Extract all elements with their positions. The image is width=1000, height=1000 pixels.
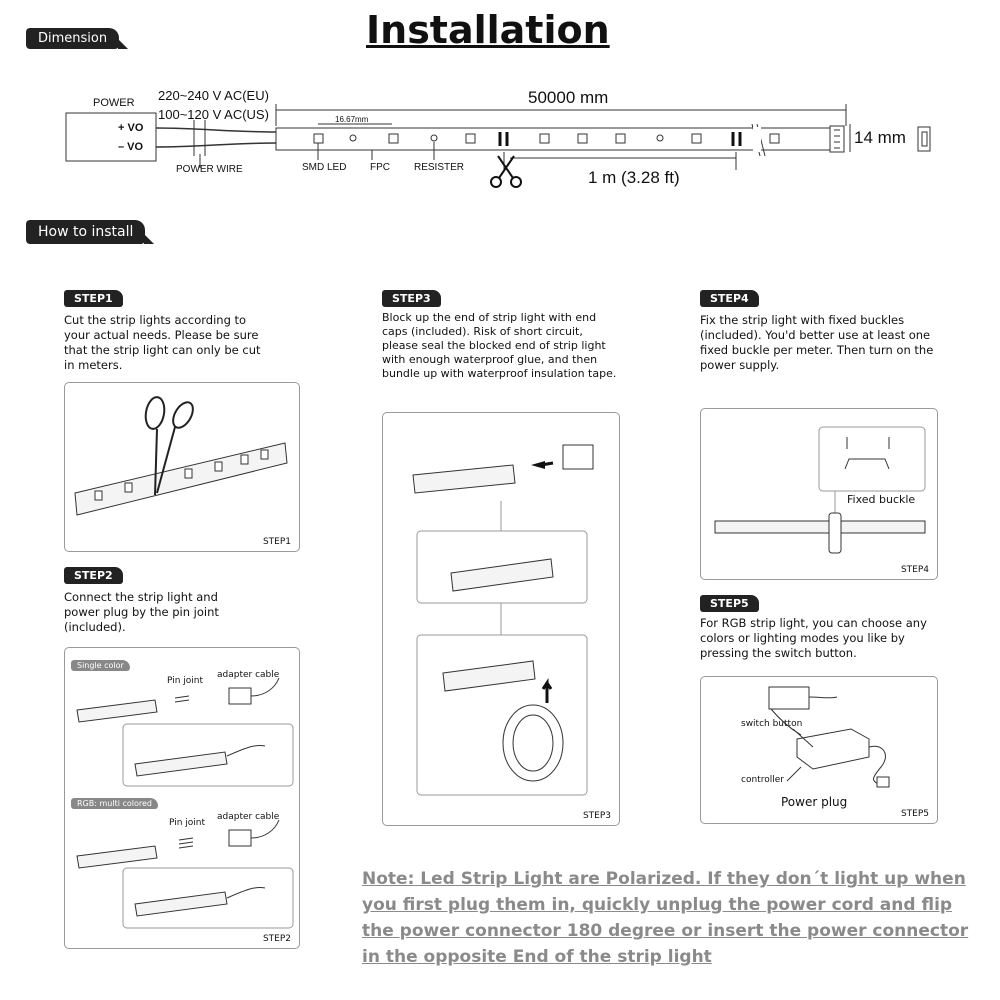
- cut-length-label: 1 m (3.28 ft): [588, 168, 680, 187]
- step5-tag: STEP5: [700, 595, 759, 612]
- rgb-tag: RGB: multi colored: [71, 798, 158, 809]
- smd-led-label: SMD LED: [302, 162, 347, 173]
- step4-caption: STEP4: [900, 565, 929, 575]
- power-label: POWER: [93, 97, 135, 109]
- page-title: Installation: [366, 8, 610, 52]
- step5-illustration: [700, 676, 938, 824]
- power-box: [66, 113, 156, 161]
- adapter-cable-label-1: adapter cable: [217, 670, 280, 680]
- scissors-icon: [491, 156, 521, 187]
- fpc-label: FPC: [370, 162, 390, 173]
- pin-joint-label-2: Pin joint: [169, 818, 206, 828]
- step2-tag: STEP2: [64, 567, 123, 584]
- adapter-cable-label-2: adapter cable: [217, 812, 280, 822]
- step2-text: Connect the strip light and power plug by the pin joint (included).: [64, 590, 219, 634]
- width-label: 14 mm: [854, 128, 906, 147]
- pin-joint-label-1: Pin joint: [167, 676, 204, 686]
- power-wire: [156, 128, 276, 132]
- switch-button-label: switch button: [741, 719, 803, 729]
- step5-caption: STEP5: [900, 809, 929, 819]
- step3-illustration: [382, 412, 620, 826]
- single-color-tag: Single color: [71, 660, 130, 671]
- step1-strip-drawing: [65, 383, 299, 551]
- plus-vo-label: + VO: [118, 122, 144, 134]
- dimension-diagram: [0, 80, 1000, 200]
- step2-illustration: [64, 647, 300, 949]
- how-to-install-tag: How to install: [26, 220, 145, 244]
- step1-caption: STEP1: [262, 537, 291, 547]
- length-label: 50000 mm: [528, 88, 609, 107]
- step4-tag: STEP4: [700, 290, 759, 307]
- step2-caption: STEP2: [262, 934, 291, 944]
- polarity-note: Note: Led Strip Light are Polarized. If they don´t light up when you first plug them in, quickly unplug the power cord and flip the power connector 180 degree or insert the power connector in the opposite End of the strip light: [362, 869, 969, 967]
- voltage-us: 100~120 V AC(US): [158, 107, 269, 122]
- minus-vo-label: – VO: [118, 141, 144, 153]
- step1-text: Cut the strip lights according to your actual needs. Please be sure that the strip light can only be cut in meters.: [64, 313, 261, 372]
- dimension-tag: Dimension: [26, 28, 119, 49]
- step3-tag: STEP3: [382, 290, 441, 307]
- fixed-buckle-label: Fixed buckle: [847, 493, 916, 506]
- step3-caption: STEP3: [582, 811, 611, 821]
- resister-label: RESISTER: [414, 162, 465, 173]
- step4-illustration: [700, 408, 938, 580]
- step5-text: For RGB strip light, you can choose any colors or lighting modes you like by pressing the switch button.: [700, 616, 927, 660]
- led-spacing-label: 16.67mm: [335, 115, 369, 124]
- step4-text: Fix the strip light with fixed buckles (included). You'd better use at least one fixed buckle per meter. Then turn on the power supply.: [700, 313, 934, 372]
- step3-text: Block up the end of strip light with end caps (included). Risk of short circuit, please seal the blocked end of strip light with enough waterproof glue, and then bundle up with waterproof insulation tape.: [382, 311, 617, 380]
- step1-illustration: [64, 382, 300, 552]
- step3-drawing: [383, 413, 619, 825]
- power-plug-label: Power plug: [781, 795, 848, 809]
- voltage-eu: 220~240 V AC(EU): [158, 88, 269, 103]
- controller-label: controller: [741, 775, 784, 785]
- step1-tag: STEP1: [64, 290, 123, 307]
- power-wire-label: POWER WIRE: [176, 164, 243, 175]
